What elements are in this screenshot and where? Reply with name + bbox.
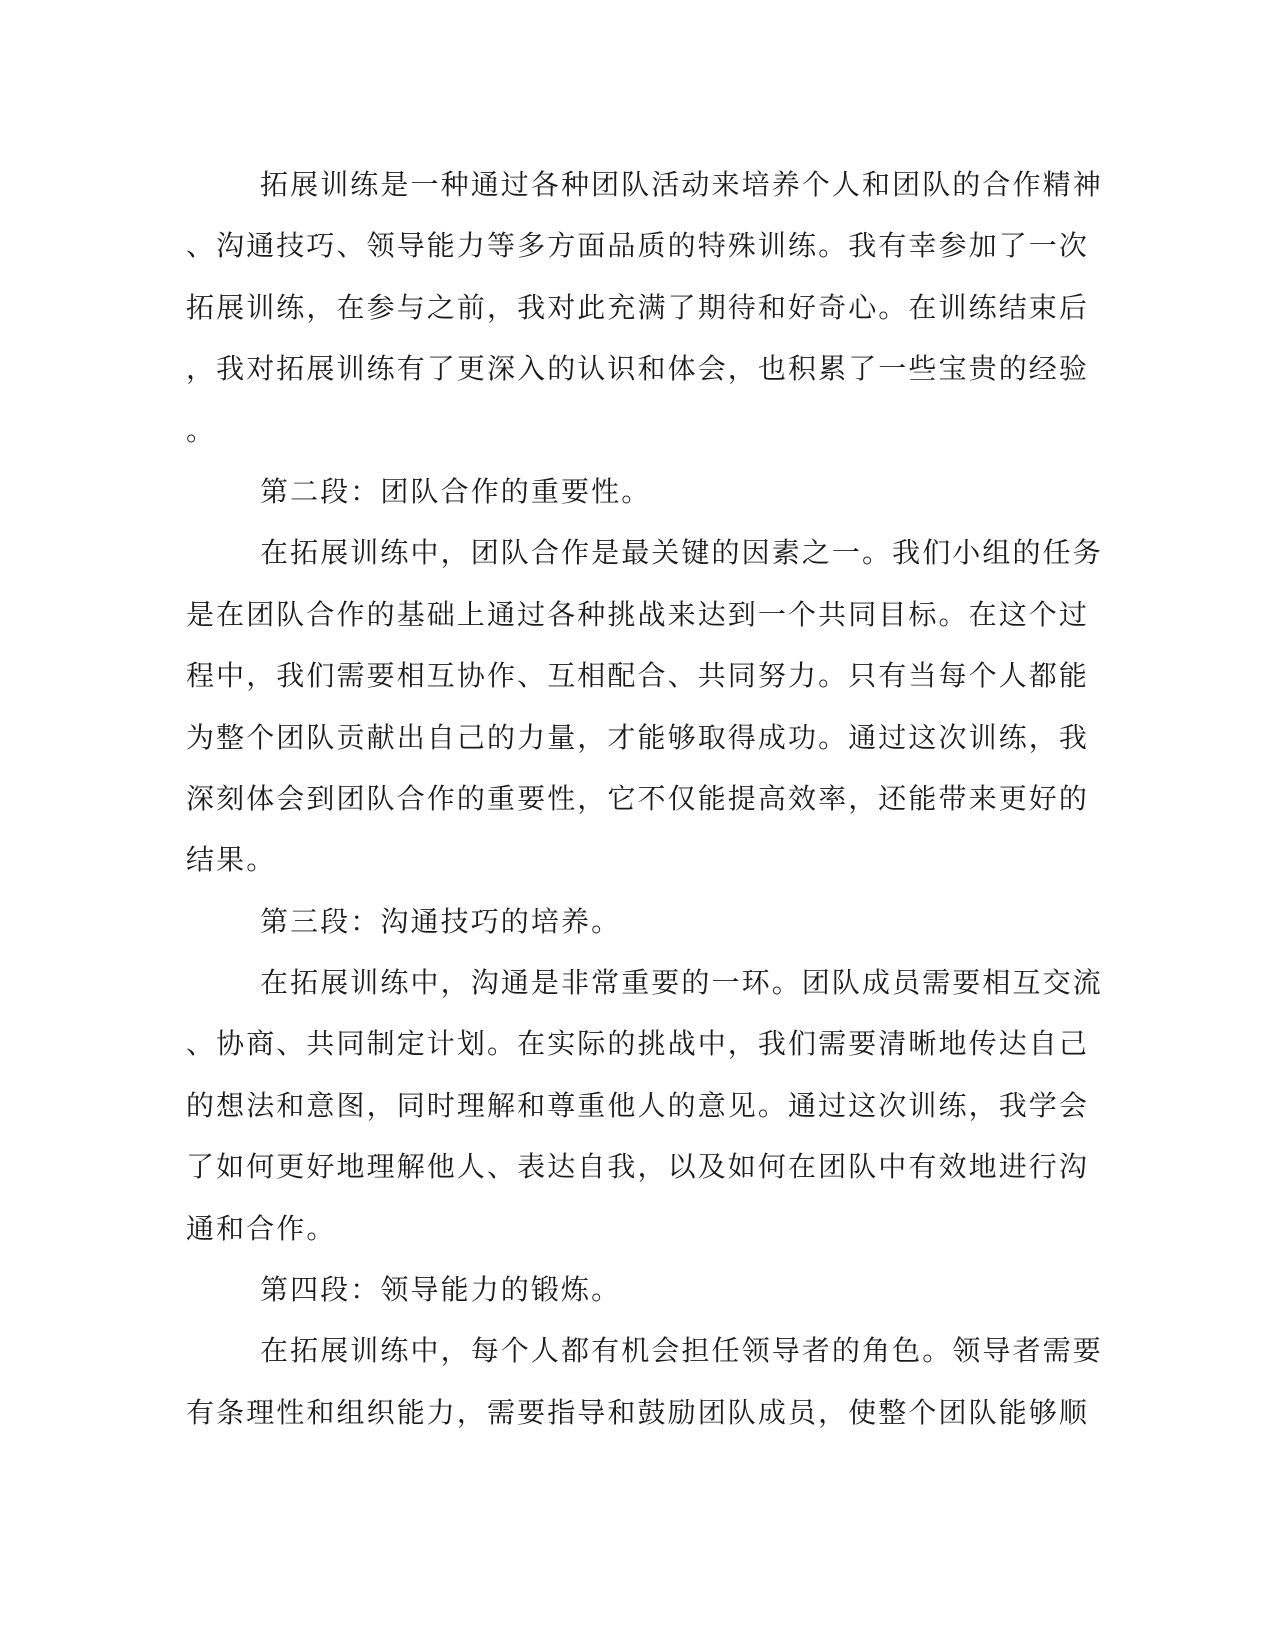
text-line: 拓展训练，在参与之前，我对此充满了期待和好奇心。在训练结束后 <box>186 290 1090 324</box>
text-line: 程中，我们需要相互协作、互相配合、共同努力。只有当每个人都能 <box>186 659 1090 693</box>
text-line: 的想法和意图，同时理解和尊重他人的意见。通过这次训练，我学会 <box>186 1088 1090 1122</box>
text-line: 是在团队合作的基础上通过各种挑战来达到一个共同目标。在这个过 <box>186 597 1090 631</box>
body-text <box>186 154 1103 1443</box>
text-line: 了如何更好地理解他人、表达自我，以及如何在团队中有效地进行沟 <box>186 1150 1090 1184</box>
text-line: 、协商、共同制定计划。在实际的挑战中，我们需要清晰地传达自己 <box>186 1027 1090 1061</box>
text-line: 通和合作。 <box>186 1211 337 1245</box>
section-heading-3: 第三段：沟通技巧的培养。 <box>260 904 622 938</box>
text-line: ，我对拓展训练有了更深入的认识和体会，也积累了一些宝贵的经验 <box>186 352 1090 386</box>
text-line: 拓展训练是一种通过各种团队活动来培养个人和团队的合作精神 <box>260 168 1103 201</box>
section-heading-2: 第二段：团队合作的重要性。 <box>260 474 652 508</box>
text-line: 在拓展训练中，沟通是非常重要的一环。团队成员需要相互交流 <box>260 966 1103 1000</box>
text-line: 有条理性和组织能力，需要指导和鼓励团队成员，使整个团队能够顺 <box>186 1395 1090 1429</box>
text-line: 为整个团队贡献出自己的力量，才能够取得成功。通过这次训练，我 <box>186 720 1090 754</box>
text-line: 、沟通技巧、领导能力等多方面品质的特殊训练。我有幸参加了一次 <box>186 229 1090 263</box>
section-heading-4: 第四段：领导能力的锻炼。 <box>260 1273 622 1307</box>
text-line: 在拓展训练中，团队合作是最关键的因素之一。我们小组的任务 <box>260 536 1103 570</box>
text-line: 结果。 <box>186 843 277 877</box>
text-line: 。 <box>186 413 217 447</box>
text-line: 在拓展训练中，每个人都有机会担任领导者的角色。领导者需要 <box>260 1334 1103 1368</box>
text-line: 深刻体会到团队合作的重要性，它不仅能提高效率，还能带来更好的 <box>186 781 1090 815</box>
